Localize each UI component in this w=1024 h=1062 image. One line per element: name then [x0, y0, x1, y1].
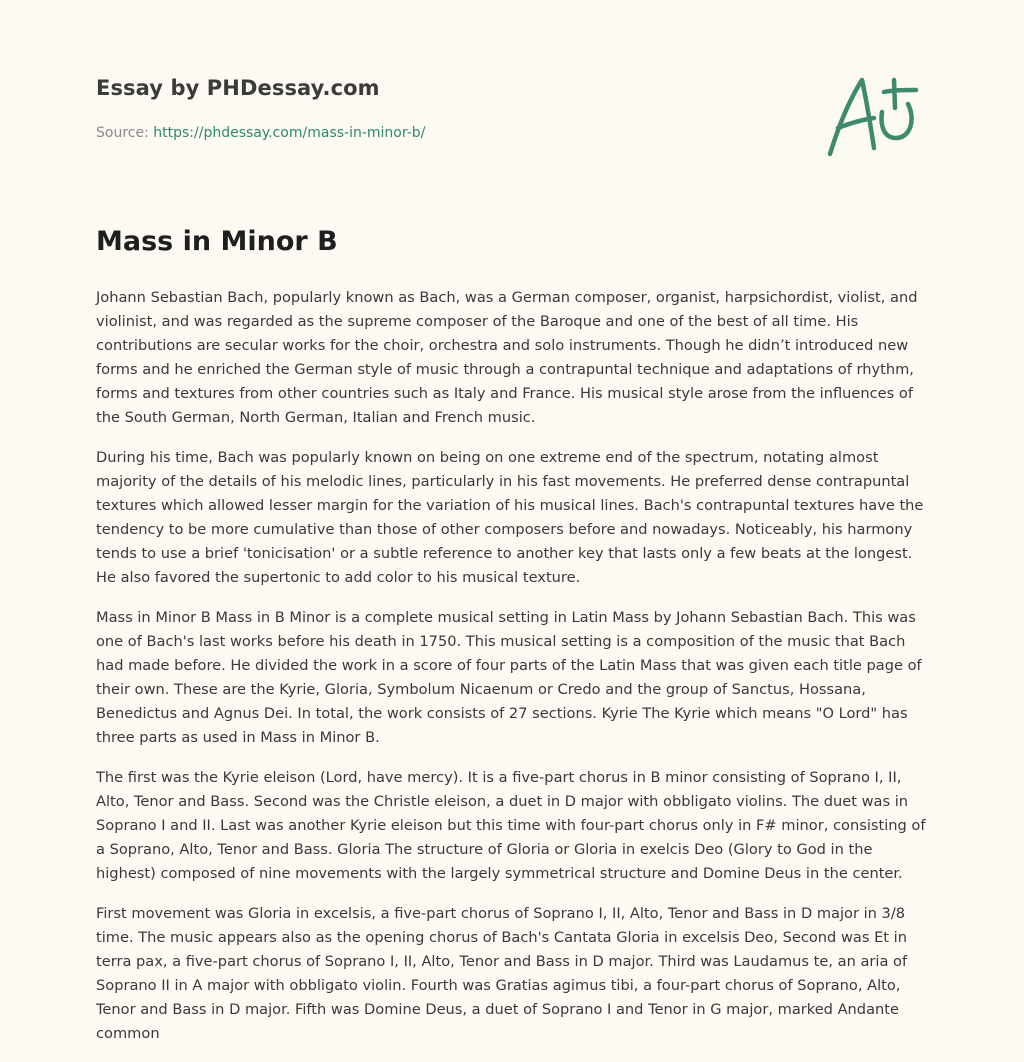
essay-body: [96, 286, 932, 1062]
source-line: [96, 125, 425, 141]
document-title: Mass in Minor B: [96, 226, 338, 257]
a-plus-grade-icon: [824, 68, 924, 164]
essay-paragraph: During his time, Bach was popularly known on being on one extreme end of the spectrum, notating almost majority of the details of his melodic lines, particularly in his fast movements. He preferred dense contrapuntal textures which allowed lesser margin for the variation of his musical lines. Bach's contrapuntal textures have the tendency to be more cumulative than those of other composers before and nowadays. Noticeably, his harmony tends to use a brief 'tonicisation' or a subtle reference to another key that lasts only a few beats at the longest. He also favored the supertonic to add color to his musical texture.: [96, 449, 924, 586]
source-label: Source:: [96, 125, 149, 141]
essay-paragraph: First movement was Gloria in excelsis, a five-part chorus of Soprano I, II, Alto, Tenor and Bass in D major in 3/8 time. The music appears also as the opening chorus of Bach's Cantata Gloria in excelsis Deo, Second was Et in terra pax, a five-part chorus of Soprano I, II, Alto, Tenor and Bass in D major. Third was Laudamus te, an aria of Soprano II in A major with obbligato violin. Fourth was Gratias agimus tibi, a four-part chorus of Soprano, Alto, Tenor and Bass in D major. Fifth was Domine Deus, a duet of Soprano I and Tenor in G major, marked Andante common: [96, 905, 908, 1042]
essay-paragraph: Mass in Minor B Mass in B Minor is a complete musical setting in Latin Mass by Johann Sebastian Bach. This was one of Bach's last works before his death in 1750. This musical setting is a composition of the music that Bach had made before. He divided the work in a score of four parts of the Latin Mass that was given each title page of their own. These are the Kyrie, Gloria, Symbolum Nicaenum or Credo and the group of Sanctus, Hossana, Benedictus and Agnus Dei. In total, the work consists of 27 sections. Kyrie The Kyrie which means "O Lord" has three parts as used in Mass in Minor B.: [96, 609, 922, 746]
site-title: Essay by PHDessay.com: [96, 76, 380, 100]
essay-paragraph: The first was the Kyrie eleison (Lord, have mercy). It is a five-part chorus in B minor consisting of Soprano I, II, Alto, Tenor and Bass. Second was the Christle eleison, a duet in D major with obbligato violins. The duet was in Soprano I and II. Last was another Kyrie eleison but this time with four-part chorus only in F# minor, consisting of a Soprano, Alto, Tenor and Bass. Gloria The structure of Gloria or Gloria in exelcis Deo (Glory to God in the highest) composed of nine movements with the largely symmetrical structure and Domine Deus in the center.: [96, 769, 926, 882]
source-link[interactable]: https://phdessay.com/mass-in-minor-b/: [153, 125, 426, 141]
essay-paragraph: Johann Sebastian Bach, popularly known as Bach, was a German composer, organist, harpsichordist, violist, and violinist, and was regarded as the supreme composer of the Baroque and one of the best of all time. His contributions are secular works for the choir, orchestra and solo instruments. Though he didn’t introduced new forms and he enriched the German style of music through a contrapuntal technique and adaptations of rhythm, forms and textures from other countries such as Italy and France. His musical style arose from the influences of the South German, North German, Italian and French music.: [96, 289, 918, 426]
page-header: [96, 76, 928, 176]
